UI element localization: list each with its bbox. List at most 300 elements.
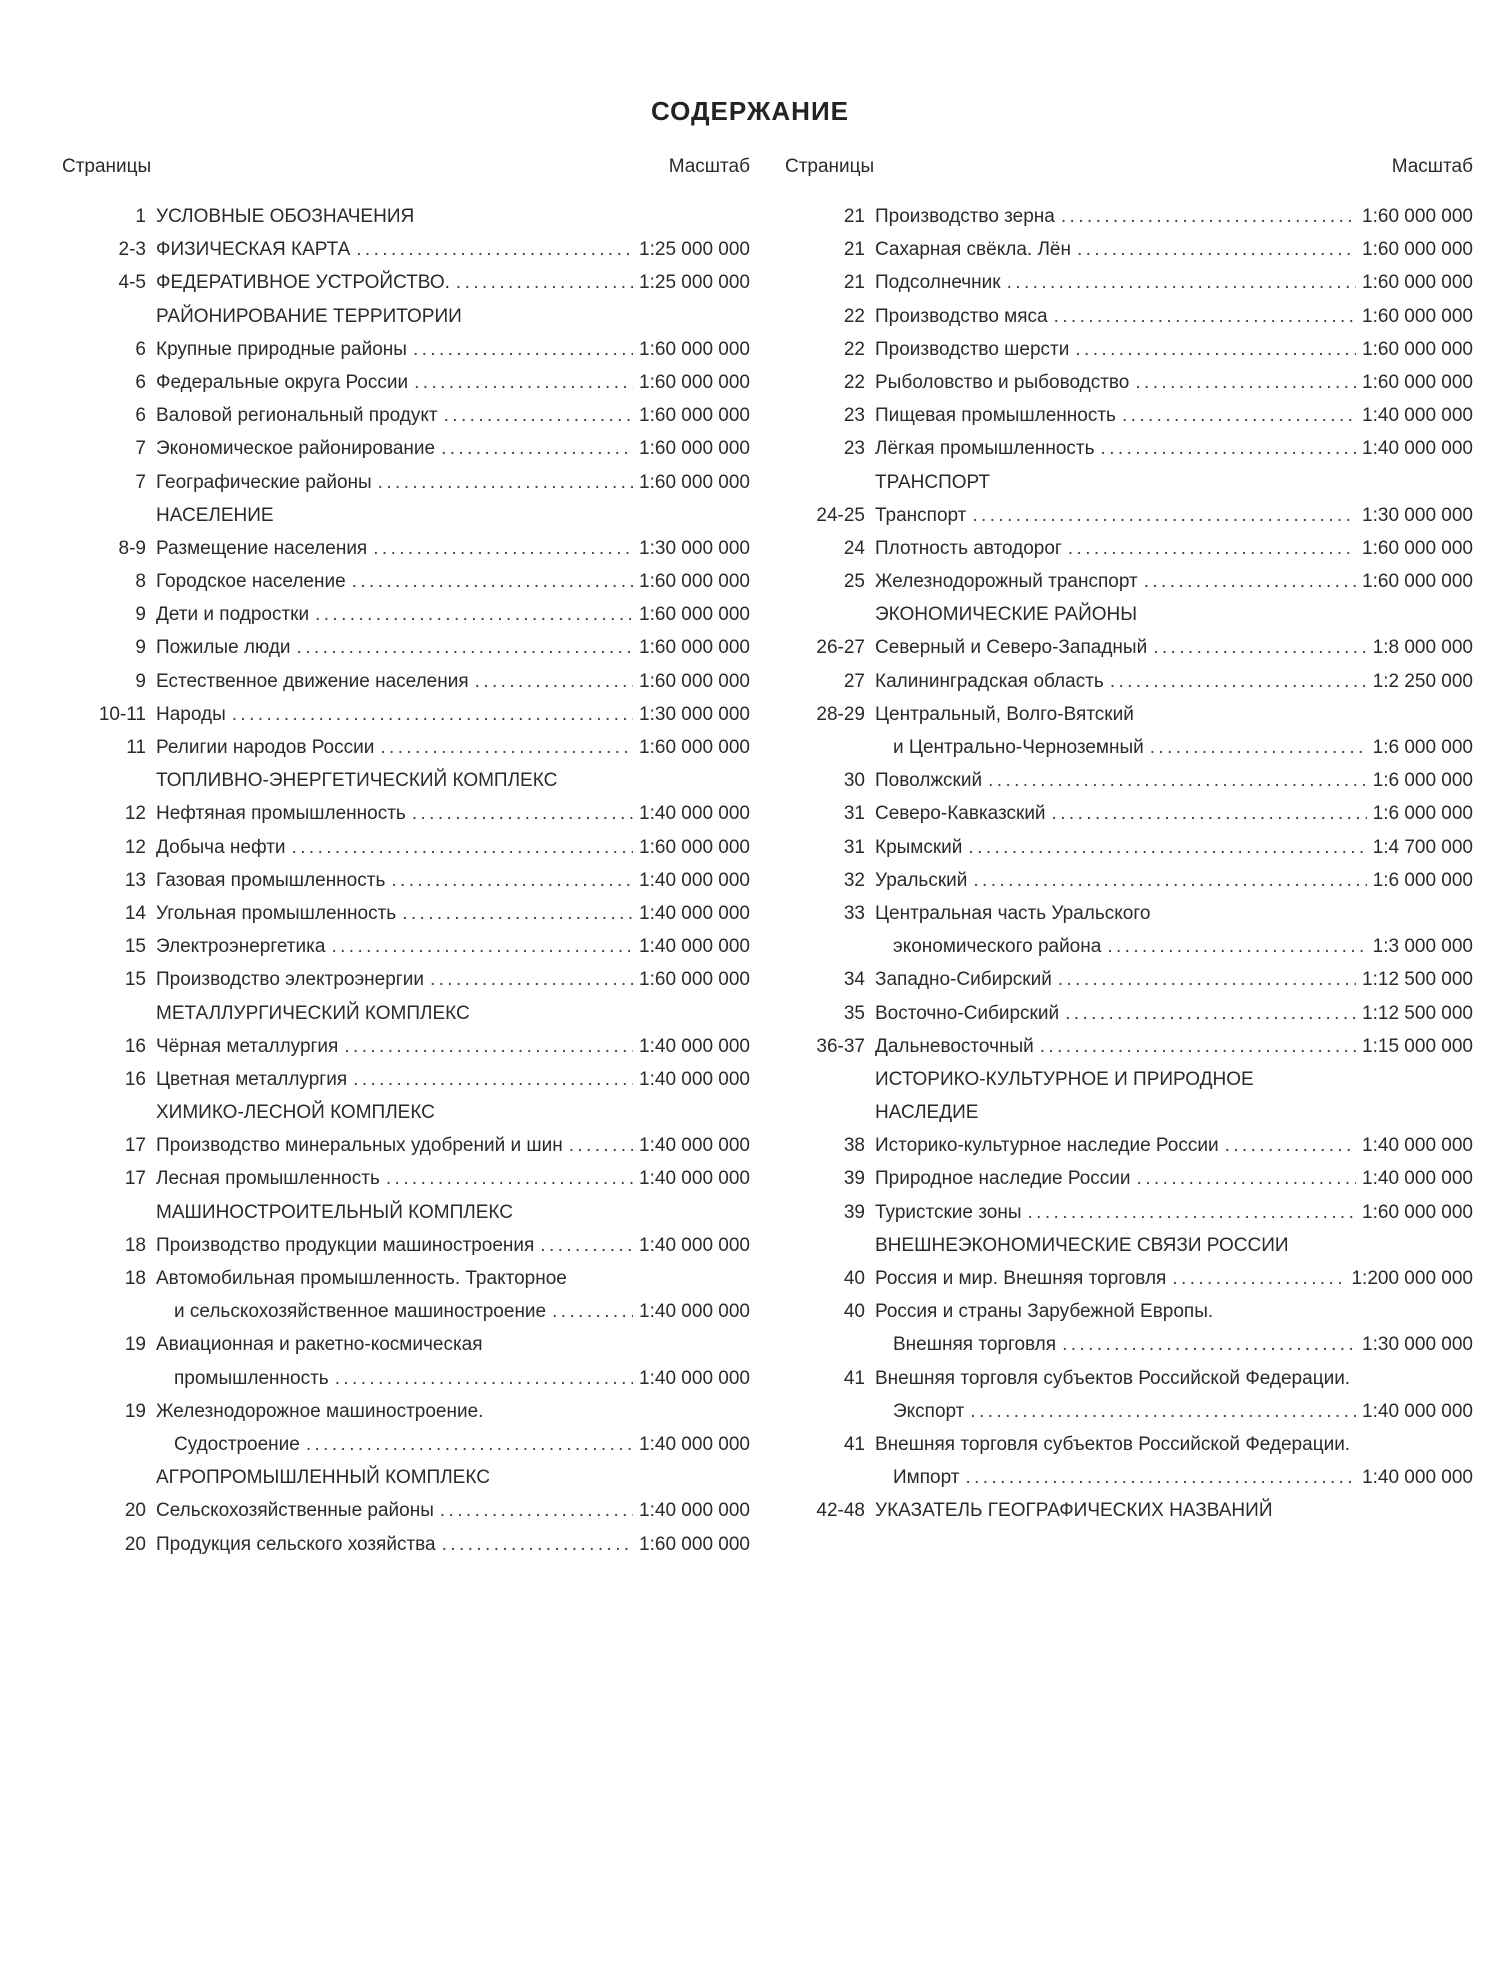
toc-page-number: 35 <box>843 1002 865 1024</box>
toc-page-number: 19 <box>124 1334 146 1356</box>
toc-entry-title: Транспорт <box>875 504 967 526</box>
dot-leader <box>442 1528 633 1561</box>
toc-entry <box>785 1162 1473 1195</box>
toc-entry <box>62 1229 750 1262</box>
toc-scale: 1:40 000 000 <box>1362 1168 1473 1190</box>
toc-scale: 1:60 000 000 <box>639 338 750 360</box>
toc-entry-title: Народы <box>156 703 226 725</box>
toc-entry-title: Природное наследие России <box>875 1168 1131 1190</box>
toc-scale: 1:60 000 000 <box>1362 371 1473 393</box>
dot-leader <box>335 1362 633 1395</box>
toc-page-number: 33 <box>843 902 865 924</box>
dot-leader <box>965 1461 1356 1494</box>
toc-scale: 1:15 000 000 <box>1362 1035 1473 1057</box>
toc-entry-title: Городское население <box>156 571 346 593</box>
toc-page-number: 2-3 <box>118 239 146 261</box>
toc-entry-title: РАЙОНИРОВАНИЕ ТЕРРИТОРИИ <box>156 305 462 327</box>
toc-entry-title: Производство зерна <box>875 206 1055 227</box>
toc-scale: 1:60 000 000 <box>1362 537 1473 559</box>
toc-column-left <box>62 152 750 1561</box>
toc-scale: 1:40 000 000 <box>639 1168 750 1190</box>
dot-leader <box>1061 200 1356 233</box>
toc-list-left <box>62 200 750 1561</box>
toc-entry <box>785 1328 1473 1361</box>
toc-page-number: 42-48 <box>816 1500 865 1522</box>
toc-entry <box>62 1528 750 1561</box>
toc-entry <box>62 831 750 864</box>
toc-entry <box>62 266 750 299</box>
dot-leader <box>413 333 633 366</box>
dot-leader <box>344 1030 633 1063</box>
toc-entry <box>785 1096 1473 1129</box>
toc-entry <box>785 897 1473 930</box>
toc-scale: 1:6 000 000 <box>1372 737 1473 758</box>
toc-scale: 1:60 000 000 <box>639 571 750 593</box>
toc-entry-title: Валовой региональный продукт <box>156 405 438 427</box>
toc-page-number: 41 <box>843 1433 865 1455</box>
toc-entry <box>62 532 750 565</box>
toc-page-number: 12 <box>124 836 146 858</box>
toc-scale: 1:60 000 000 <box>1362 338 1473 360</box>
scale-header: Масштаб <box>668 156 750 177</box>
dot-leader <box>386 1162 633 1195</box>
toc-scale: 1:40 000 000 <box>639 902 750 924</box>
toc-entry <box>785 1196 1473 1229</box>
toc-entry-title: промышленность <box>174 1367 329 1389</box>
toc-page-number: 12 <box>124 803 146 825</box>
toc-entry <box>62 200 750 233</box>
toc-page-number: 40 <box>843 1268 865 1289</box>
toc-entry <box>62 731 750 764</box>
toc-entry-title: Газовая промышленность <box>156 869 386 891</box>
dot-leader <box>1040 1030 1356 1063</box>
dot-leader <box>1122 399 1356 432</box>
toc-entry <box>62 499 750 532</box>
toc-page-number: 41 <box>843 1367 865 1389</box>
toc-page-number: 17 <box>124 1135 146 1157</box>
toc-entry-title: и Центрально-Черноземный <box>893 737 1144 758</box>
toc-page-number: 14 <box>124 902 146 924</box>
dot-leader <box>973 864 1366 897</box>
toc-page-number: 9 <box>135 670 146 692</box>
toc-entry-title: ФИЗИЧЕСКАЯ КАРТА <box>156 239 351 261</box>
toc-entry <box>785 631 1473 664</box>
toc-entry-title: Дети и подростки <box>156 604 310 626</box>
dot-leader <box>378 466 633 499</box>
toc-entry-title: ТОПЛИВНО-ЭНЕРГЕТИЧЕСКИЙ КОМПЛЕКС <box>156 770 558 792</box>
toc-scale: 1:60 000 000 <box>639 670 750 692</box>
toc-entry <box>785 1262 1473 1295</box>
toc-page-number: 22 <box>843 305 865 327</box>
toc-entry <box>785 864 1473 897</box>
dot-leader <box>315 598 633 631</box>
toc-scale: 1:30 000 000 <box>639 703 750 725</box>
toc-entry <box>785 1428 1473 1461</box>
toc-entry-title: Производство электроэнергии <box>156 969 424 991</box>
toc-entry-title: Дальневосточный <box>875 1035 1034 1057</box>
toc-entry <box>62 432 750 465</box>
toc-scale: 1:12 500 000 <box>1362 1002 1473 1024</box>
dot-leader <box>444 399 633 432</box>
toc-entry-title: Поволжский <box>875 770 983 792</box>
toc-entry <box>62 565 750 598</box>
toc-scale: 1:60 000 000 <box>639 604 750 626</box>
toc-entry <box>785 698 1473 731</box>
toc-entry-title: Продукция сельского хозяйства <box>156 1533 436 1555</box>
toc-entry <box>785 963 1473 996</box>
dot-leader <box>356 233 633 266</box>
toc-page-number: 21 <box>843 239 865 261</box>
dot-leader <box>1153 631 1366 664</box>
toc-entry-title: ХИМИКО-ЛЕСНОЙ КОМПЛЕКС <box>156 1102 435 1124</box>
toc-entry <box>62 963 750 996</box>
toc-page-number: 16 <box>124 1068 146 1090</box>
dot-leader <box>1065 997 1356 1030</box>
toc-scale: 1:60 000 000 <box>1362 1201 1473 1223</box>
toc-entry <box>62 1328 750 1361</box>
toc-entry-title: Северо-Кавказский <box>875 803 1046 825</box>
dot-leader <box>552 1295 633 1328</box>
toc-entry-title: Туристские зоны <box>875 1201 1022 1223</box>
toc-scale: 1:60 000 000 <box>639 438 750 460</box>
toc-entry <box>785 499 1473 532</box>
toc-entry-title: Импорт <box>893 1467 960 1489</box>
dot-leader <box>456 266 633 299</box>
toc-page-number: 10-11 <box>98 703 146 725</box>
toc-scale: 1:60 000 000 <box>639 637 750 659</box>
toc-page-number: 30 <box>843 770 865 792</box>
toc-entry-title: АГРОПРОМЫШЛЕННЫЙ КОМПЛЕКС <box>156 1467 490 1489</box>
toc-entry-title: Экономическое районирование <box>156 438 436 460</box>
toc-page-number: 9 <box>135 604 146 626</box>
toc-page-number: 40 <box>843 1301 865 1323</box>
toc-scale: 1:60 000 000 <box>639 471 750 493</box>
dot-leader <box>1225 1129 1356 1162</box>
toc-entry <box>62 997 750 1030</box>
toc-entry <box>62 1461 750 1494</box>
toc-entry <box>62 1162 750 1195</box>
toc-entry-title: Подсолнечник <box>875 272 1001 294</box>
toc-entry-title: Восточно-Сибирский <box>875 1002 1060 1024</box>
toc-entry <box>62 399 750 432</box>
toc-entry-title: Экспорт <box>893 1400 965 1422</box>
dot-leader <box>1075 333 1356 366</box>
toc-entry <box>62 233 750 266</box>
toc-page-number: 21 <box>843 206 865 227</box>
toc-entry <box>785 466 1473 499</box>
dot-leader <box>970 1395 1356 1428</box>
toc-entry <box>62 665 750 698</box>
toc-page-number: 18 <box>124 1268 146 1289</box>
toc-entry-title: Историко-культурное наследие России <box>875 1135 1219 1157</box>
column-header <box>785 152 1473 200</box>
toc-entry <box>62 300 750 333</box>
toc-entry-title: Внешняя торговля субъектов Российской Федерации. <box>875 1367 1351 1389</box>
toc-page-number: 23 <box>843 438 865 460</box>
toc-scale: 1:30 000 000 <box>639 537 750 559</box>
toc-page-number: 7 <box>135 438 146 460</box>
toc-scale: 1:8 000 000 <box>1372 637 1473 659</box>
toc-entry <box>62 1428 750 1461</box>
dot-leader <box>331 930 633 963</box>
toc-entry <box>785 399 1473 432</box>
toc-scale: 1:60 000 000 <box>639 836 750 858</box>
toc-entry-title: Размещение населения <box>156 537 368 559</box>
toc-page-number: 6 <box>135 405 146 427</box>
toc-scale: 1:6 000 000 <box>1372 803 1473 825</box>
toc-scale: 1:40 000 000 <box>639 1433 750 1455</box>
toc-entry <box>62 366 750 399</box>
dot-leader <box>968 831 1366 864</box>
toc-entry-title: Географические районы <box>156 471 372 493</box>
toc-page-number: 32 <box>843 869 865 891</box>
dot-leader <box>1150 731 1367 764</box>
toc-entry <box>785 997 1473 1030</box>
toc-scale: 1:40 000 000 <box>639 803 750 825</box>
toc-entry-title: Авиационная и ракетно-космическая <box>156 1334 483 1356</box>
dot-leader <box>1058 963 1356 996</box>
dot-leader <box>988 764 1367 797</box>
column-header <box>62 152 750 200</box>
toc-entry <box>62 1196 750 1229</box>
toc-page-number: 18 <box>124 1234 146 1256</box>
toc-entry-title: Плотность автодорог <box>875 537 1062 559</box>
toc-entry <box>785 1063 1473 1096</box>
toc-page-number: 11 <box>126 737 146 758</box>
dot-leader <box>380 731 633 764</box>
toc-entry <box>62 1063 750 1096</box>
toc-entry <box>785 233 1473 266</box>
toc-page-number: 22 <box>843 338 865 360</box>
toc-page-number: 25 <box>843 571 865 593</box>
toc-entry <box>785 1295 1473 1328</box>
toc-entry <box>62 930 750 963</box>
toc-entry-title: Федеральные округа России <box>156 371 409 393</box>
toc-entry <box>785 266 1473 299</box>
toc-entry-title: ФЕДЕРАТИВНОЕ УСТРОЙСТВО. <box>156 272 450 294</box>
toc-entry <box>62 1295 750 1328</box>
dot-leader <box>441 432 633 465</box>
toc-entry <box>62 1096 750 1129</box>
toc-entry-title: Лёгкая промышленность <box>875 438 1095 460</box>
toc-entry-title: Железнодорожный транспорт <box>875 571 1138 593</box>
toc-scale: 1:40 000 000 <box>639 1500 750 1522</box>
dot-leader <box>1107 930 1366 963</box>
toc-entry-title: Производство шерсти <box>875 338 1070 360</box>
toc-page-number: 27 <box>843 670 865 692</box>
toc-entry <box>785 565 1473 598</box>
dot-leader <box>1135 366 1356 399</box>
toc-entry <box>785 1395 1473 1428</box>
toc-scale: 1:40 000 000 <box>1362 405 1473 427</box>
dot-leader <box>353 1063 633 1096</box>
dot-leader <box>1068 532 1356 565</box>
dot-leader <box>414 366 633 399</box>
toc-entry-title: НАСЛЕДИЕ <box>875 1102 979 1124</box>
toc-entry-title: Северный и Северо-Западный <box>875 637 1148 659</box>
toc-entry-title: Сахарная свёкла. Лён <box>875 239 1071 261</box>
toc-page-number: 22 <box>843 371 865 393</box>
dot-leader <box>412 797 633 830</box>
toc-entry <box>62 1030 750 1063</box>
toc-entry <box>62 797 750 830</box>
toc-entry <box>62 631 750 664</box>
toc-scale: 1:40 000 000 <box>639 869 750 891</box>
toc-page-number: 34 <box>843 969 865 991</box>
toc-entry-title: Крупные природные районы <box>156 338 407 360</box>
toc-entry-title: МЕТАЛЛУРГИЧЕСКИЙ КОМПЛЕКС <box>156 1002 470 1024</box>
toc-page-number: 24-25 <box>816 504 865 526</box>
toc-entry-title: Россия и мир. Внешняя торговля <box>875 1268 1167 1289</box>
toc-scale: 1:40 000 000 <box>639 1367 750 1389</box>
toc-entry-title: Калининградская область <box>875 670 1104 692</box>
toc-entry <box>785 665 1473 698</box>
toc-page-number: 9 <box>135 637 146 659</box>
toc-entry-title: ИСТОРИКО-КУЛЬТУРНОЕ И ПРИРОДНОЕ <box>875 1068 1254 1090</box>
toc-entry-title: Западно-Сибирский <box>875 969 1052 991</box>
toc-entry <box>62 864 750 897</box>
toc-entry-title: Нефтяная промышленность <box>156 803 406 825</box>
toc-scale: 1:60 000 000 <box>639 969 750 991</box>
toc-entry <box>785 831 1473 864</box>
toc-entry <box>62 598 750 631</box>
toc-scale: 1:60 000 000 <box>1362 272 1473 294</box>
toc-page-number: 26-27 <box>816 637 865 659</box>
toc-scale: 1:6 000 000 <box>1372 770 1473 792</box>
toc-entry <box>785 200 1473 233</box>
toc-entry-title: Чёрная металлургия <box>156 1035 339 1057</box>
toc-scale: 1:40 000 000 <box>639 936 750 958</box>
toc-entry-title: Производство мяса <box>875 305 1048 327</box>
toc-page-number: 23 <box>843 405 865 427</box>
toc-page-number: 21 <box>843 272 865 294</box>
pages-header: Страницы <box>785 156 875 177</box>
toc-entry-title: Религии народов России <box>156 737 375 758</box>
dot-leader <box>1054 300 1356 333</box>
dot-leader <box>1137 1162 1357 1195</box>
toc-entry-title: Центральная часть Уральского <box>875 902 1151 924</box>
toc-page-number: 36-37 <box>816 1035 865 1057</box>
toc-page-number: 13 <box>124 869 146 891</box>
toc-entry-title: Россия и страны Зарубежной Европы. <box>875 1301 1214 1323</box>
toc-page-number: 6 <box>135 338 146 360</box>
toc-scale: 1:60 000 000 <box>1362 239 1473 261</box>
dot-leader <box>972 499 1356 532</box>
toc-entry-title: экономического района <box>893 936 1102 958</box>
toc-entry-title: Электроэнергетика <box>156 936 326 958</box>
toc-page-number: 24 <box>843 537 865 559</box>
dot-leader <box>1144 565 1356 598</box>
dot-leader <box>540 1229 633 1262</box>
toc-entry <box>62 1262 750 1295</box>
toc-scale: 1:6 000 000 <box>1372 869 1473 891</box>
toc-page-number: 8 <box>135 571 146 593</box>
toc-scale: 1:12 500 000 <box>1362 969 1473 991</box>
toc-entry <box>62 764 750 797</box>
toc-scale: 1:40 000 000 <box>1362 1400 1473 1422</box>
pages-header: Страницы <box>62 156 152 177</box>
toc-scale: 1:40 000 000 <box>1362 1135 1473 1157</box>
toc-entry-title: Цветная металлургия <box>156 1068 348 1090</box>
toc-entry-title: и сельскохозяйственное машиностроение <box>174 1301 547 1323</box>
toc-entry-title: Внешняя торговля <box>893 1334 1057 1356</box>
toc-entry <box>62 1395 750 1428</box>
toc-page-number: 1 <box>135 206 146 227</box>
toc-scale: 1:60 000 000 <box>1362 305 1473 327</box>
toc-entry <box>785 300 1473 333</box>
dot-leader <box>1101 432 1357 465</box>
toc-entry <box>785 1229 1473 1262</box>
toc-scale: 1:60 000 000 <box>639 737 750 758</box>
toc-entry-title: ВНЕШНЕЭКОНОМИЧЕСКИЕ СВЯЗИ РОССИИ <box>875 1234 1289 1256</box>
toc-entry <box>62 1494 750 1527</box>
toc-page-number: 6 <box>135 371 146 393</box>
toc-page-number: 8-9 <box>118 537 146 559</box>
toc-scale: 1:60 000 000 <box>639 405 750 427</box>
toc-page-number: 20 <box>124 1533 146 1555</box>
dot-leader <box>352 565 633 598</box>
toc-entry-title: ТРАНСПОРТ <box>875 471 990 493</box>
toc-entry <box>785 1461 1473 1494</box>
dot-leader <box>306 1428 633 1461</box>
dot-leader <box>391 864 633 897</box>
toc-page-number: 7 <box>135 471 146 493</box>
toc-entry-title: Автомобильная промышленность. Тракторное <box>156 1268 567 1289</box>
toc-page-number: 38 <box>843 1135 865 1157</box>
scale-header: Масштаб <box>1391 156 1473 177</box>
toc-entry-title: УСЛОВНЫЕ ОБОЗНАЧЕНИЯ <box>156 206 415 227</box>
toc-entry-title: ЭКОНОМИЧЕСКИЕ РАЙОНЫ <box>875 604 1138 626</box>
dot-leader <box>232 698 633 731</box>
toc-scale: 1:200 000 000 <box>1351 1268 1473 1289</box>
toc-entry-title: Производство минеральных удобрений и шин <box>156 1135 563 1157</box>
toc-scale: 1:40 000 000 <box>639 1135 750 1157</box>
toc-entry-title: МАШИНОСТРОИТЕЛЬНЫЙ КОМПЛЕКС <box>156 1201 513 1223</box>
toc-scale: 1:4 700 000 <box>1372 836 1473 858</box>
toc-page-number: 19 <box>124 1400 146 1422</box>
dot-leader <box>1062 1328 1356 1361</box>
toc-scale: 1:3 000 000 <box>1372 936 1473 958</box>
toc-entry-title: Судостроение <box>174 1433 300 1455</box>
toc-entry-title: Угольная промышленность <box>156 902 397 924</box>
toc-scale: 1:40 000 000 <box>1362 438 1473 460</box>
dot-leader <box>1007 266 1356 299</box>
toc-entry-title: УКАЗАТЕЛЬ ГЕОГРАФИЧЕСКИХ НАЗВАНИЙ <box>875 1500 1273 1522</box>
toc-scale: 1:60 000 000 <box>1362 571 1473 593</box>
toc-entry <box>62 333 750 366</box>
toc-entry-title: Лесная промышленность <box>156 1168 380 1190</box>
toc-scale: 1:30 000 000 <box>1362 504 1473 526</box>
dot-leader <box>292 831 634 864</box>
dot-leader <box>475 665 633 698</box>
toc-page-number: 20 <box>124 1500 146 1522</box>
toc-scale: 1:25 000 000 <box>639 272 750 294</box>
toc-page-number: 31 <box>843 803 865 825</box>
toc-entry-title: Пищевая промышленность <box>875 405 1116 427</box>
toc-scale: 1:60 000 000 <box>639 371 750 393</box>
toc-entry <box>785 1129 1473 1162</box>
toc-entry <box>785 598 1473 631</box>
toc-scale: 1:40 000 000 <box>639 1301 750 1323</box>
dot-leader <box>1027 1196 1356 1229</box>
toc-scale: 1:25 000 000 <box>639 239 750 261</box>
toc-page-number: 39 <box>843 1168 865 1190</box>
dot-leader <box>1052 797 1367 830</box>
toc-entry <box>785 1362 1473 1395</box>
toc-scale: 1:40 000 000 <box>639 1035 750 1057</box>
toc-entry <box>785 731 1473 764</box>
dot-leader <box>1110 665 1367 698</box>
